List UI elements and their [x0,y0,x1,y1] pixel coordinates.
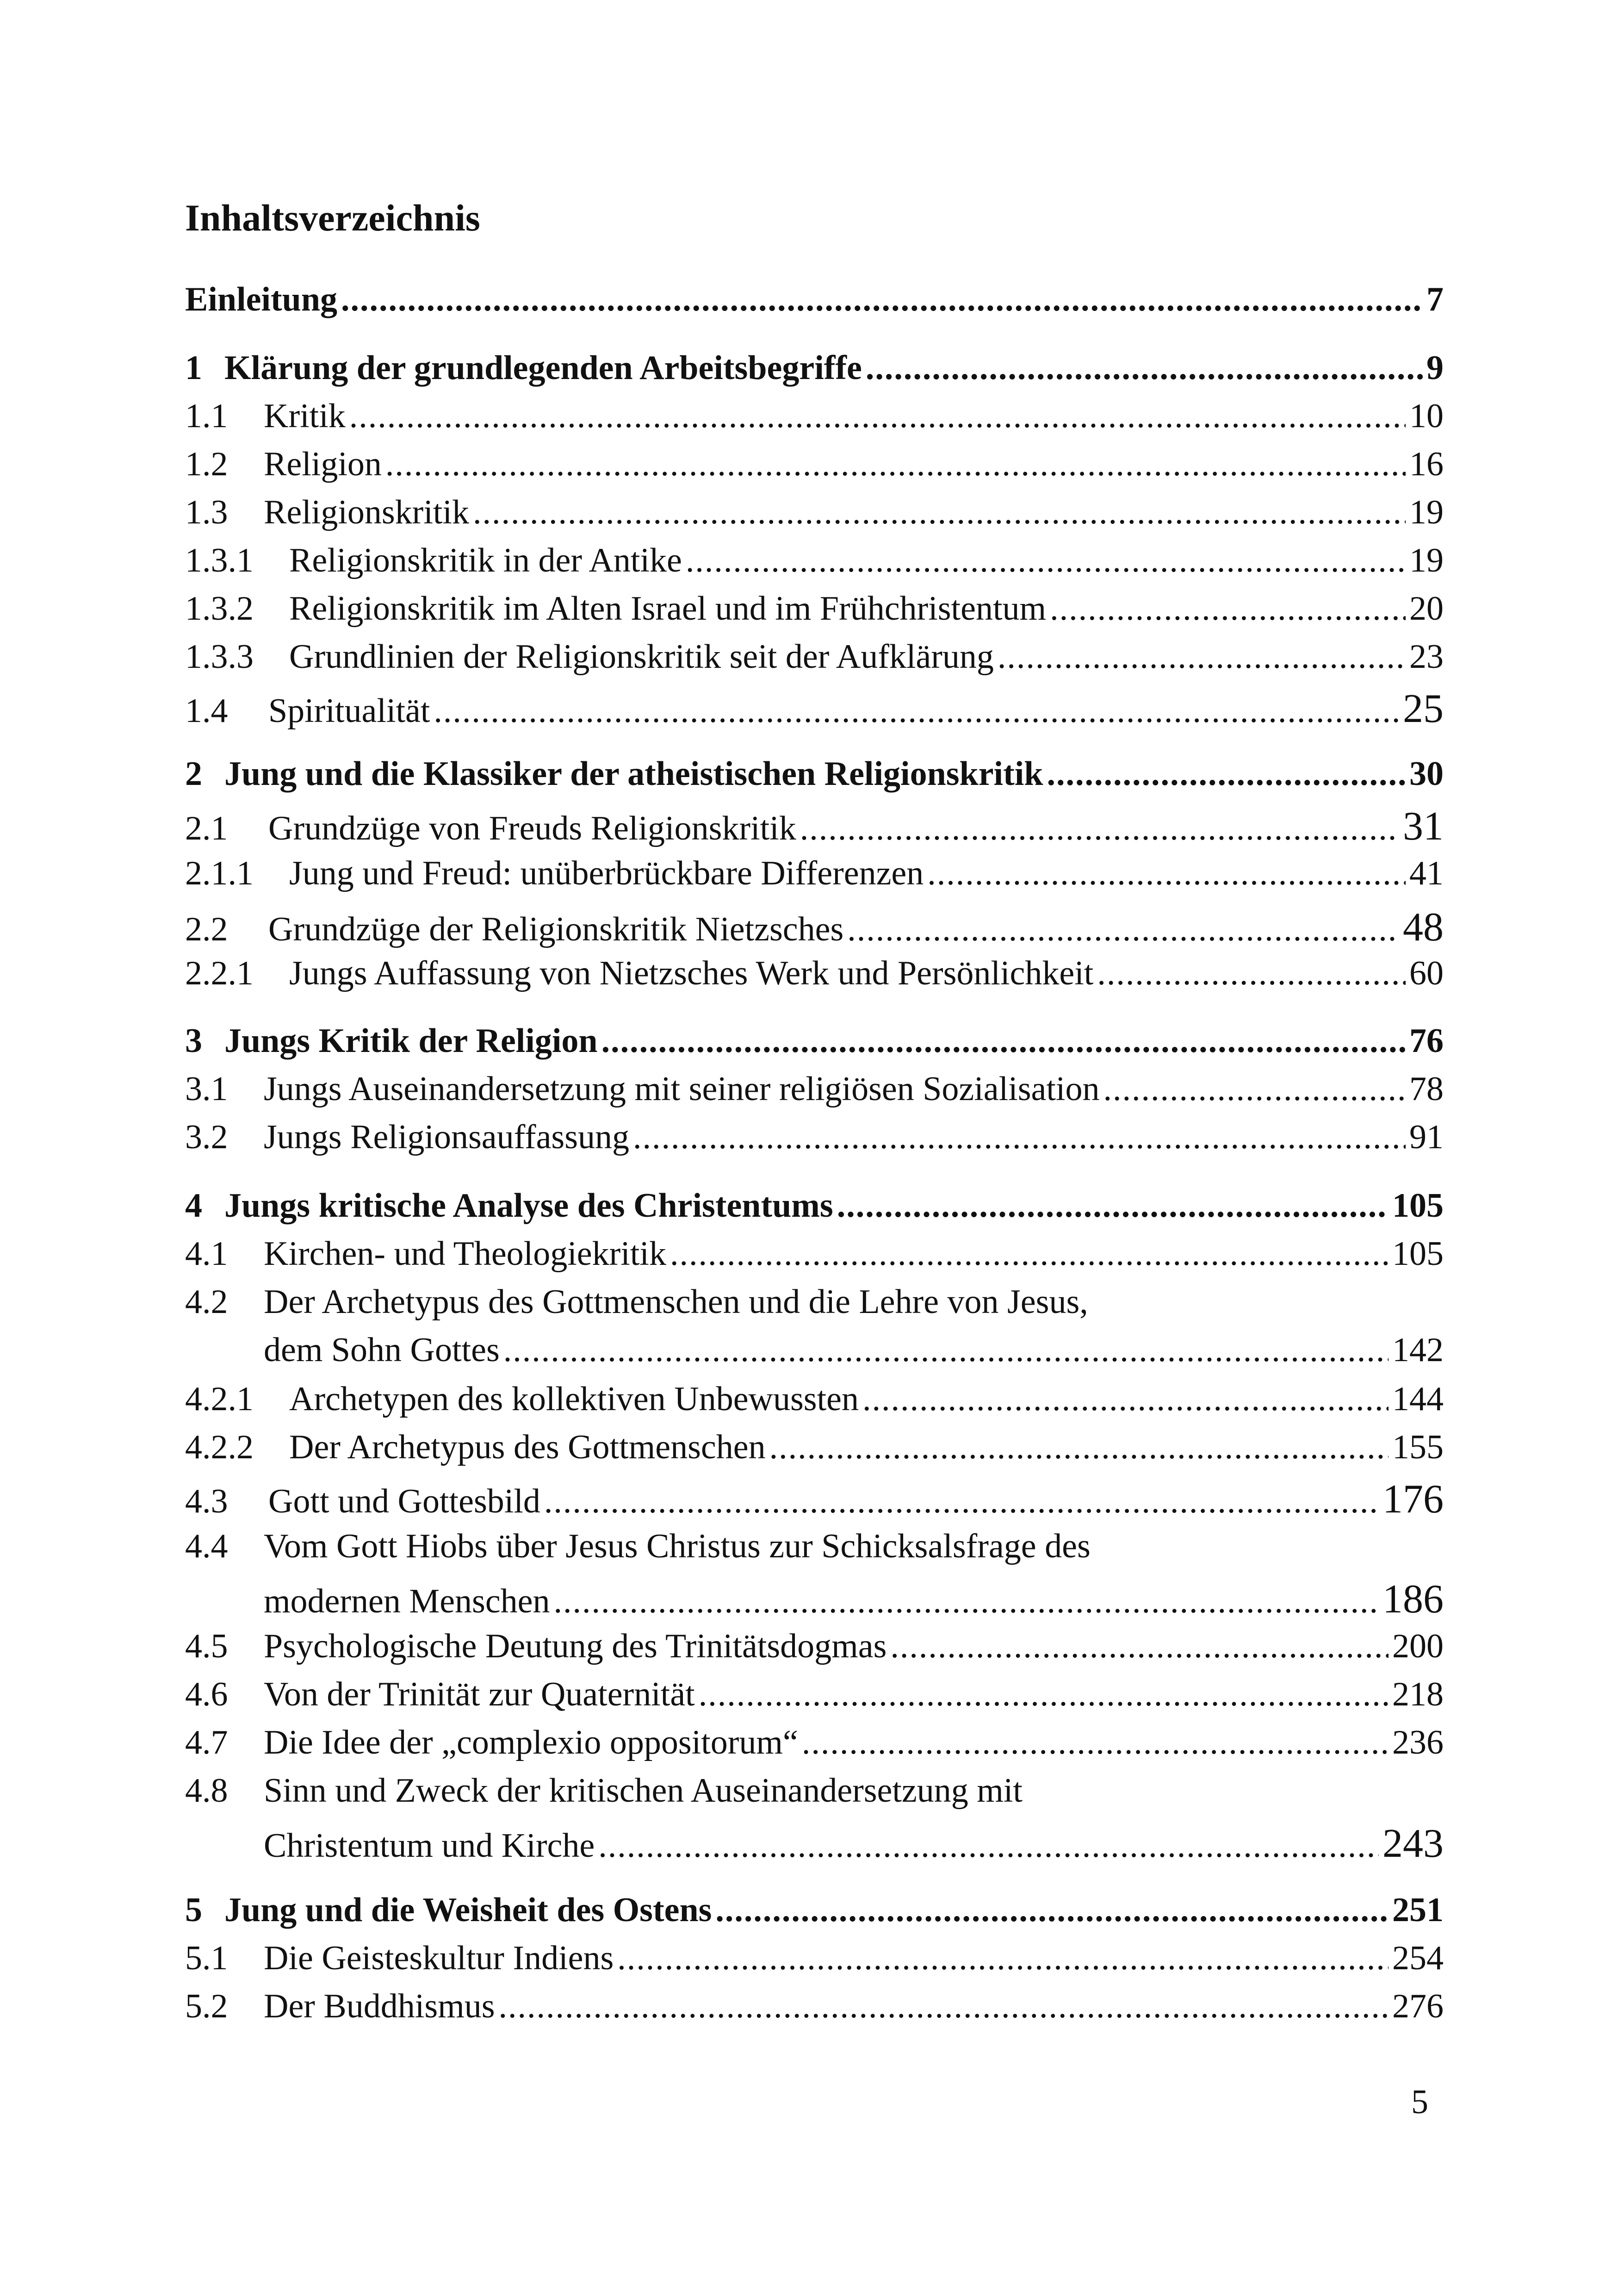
toc-entry-title: Kritik [264,397,346,435]
toc-entry-title: Jungs Auffassung von Nietzsches Werk und Persönlichkeit [289,954,1094,992]
toc-entry-1-1 [185,399,1444,433]
toc-entry-number: 4.4 [185,1527,228,1565]
dot-leader [866,351,1423,385]
toc-entry-chapter-3 [185,1024,1444,1058]
toc-entry-page: 30 [1409,755,1444,793]
toc-entry-1-3-3 [185,640,1444,674]
dot-leader [341,282,1423,317]
toc-entry-chapter-5 [185,1893,1444,1927]
toc-entry-number: 1.3.2 [185,590,254,628]
toc-entry-1-3-1 [185,543,1444,578]
toc-entry-page: 236 [1392,1724,1444,1761]
toc-entry-einleitung [185,282,1444,317]
toc-entry-number: 4.3 [185,1482,228,1520]
toc-entry-4-4-continued [185,1579,1444,1620]
toc-entry-title: Sinn und Zweck der kritischen Auseinandersetzung mit [264,1772,1023,1810]
toc-entry-number: 4.2 [185,1283,228,1321]
toc-entry-page: 7 [1426,280,1444,318]
toc-entry-page: 243 [1382,1821,1444,1866]
dot-leader [1097,956,1406,990]
toc-entry-number: 1.3.1 [185,541,254,579]
toc-entry-4-1 [185,1237,1444,1271]
toc-entry-2-2 [185,907,1444,948]
toc-entry-page: 105 [1392,1187,1444,1225]
toc-entry-number: 3.2 [185,1118,228,1156]
dot-leader [617,1941,1389,1975]
toc-entry-page: 76 [1409,1022,1444,1060]
toc-entry-page: 276 [1392,1987,1444,2025]
toc-entry-title: Psychologische Deutung des Trinitätsdogmas [264,1627,887,1665]
toc-entry-number: 4.2.1 [185,1380,254,1418]
toc-entry-1-3-2 [185,591,1444,626]
dot-leader [769,1430,1389,1464]
toc-entry-number: 2.1 [185,809,228,847]
toc-entry-page: 105 [1392,1235,1444,1273]
toc-entry-number: 1.1 [185,397,228,435]
toc-entry-4-2-continued [185,1333,1444,1367]
dot-leader [499,1989,1389,2023]
toc-entry-page: 144 [1392,1380,1444,1418]
toc-entry-page: 19 [1409,493,1444,531]
toc-entry-chapter-2 [185,757,1444,791]
toc-entry-title: Grundlinien der Religionskritik seit der Aufklärung [289,638,994,676]
toc-entry-number: 5.2 [185,1987,228,2025]
dot-leader [890,1629,1389,1663]
toc-entry-4-8-continued [185,1823,1444,1864]
dot-leader [670,1237,1389,1271]
dot-leader [715,1893,1389,1927]
dot-leader [800,811,1399,846]
dot-leader [1047,757,1406,791]
toc-entry-title: Der Archetypus des Gottmenschen [289,1428,766,1466]
toc-entry-page: 25 [1403,686,1444,731]
toc-entry-3-2 [185,1120,1444,1154]
toc-entry-title: Jungs Religionsauffassung [264,1118,630,1156]
toc-entry-4-6 [185,1677,1444,1711]
toc-entry-4-2-2 [185,1430,1444,1464]
toc-entry-title: Grundzüge von Freuds Religionskritik [268,809,796,847]
toc-entry-page: 142 [1392,1331,1444,1369]
toc-entry-page: 186 [1382,1577,1444,1622]
toc-entry-title: Jungs Auseinandersetzung mit seiner religiösen Sozialisation [264,1070,1100,1108]
dot-leader [503,1333,1389,1367]
toc-entry-title: modernen Menschen [264,1582,550,1620]
toc-entry-page: 176 [1382,1477,1444,1522]
dot-leader [1103,1072,1406,1106]
toc-entry-number: 4.8 [185,1772,228,1810]
toc-entry-4-4 [185,1529,1444,1563]
toc-entry-number: 1.3.3 [185,638,254,676]
toc-entry-number: 4.7 [185,1724,228,1761]
dot-leader [998,640,1406,674]
toc-entry-3-1 [185,1072,1444,1106]
toc-entry-title: Christentum und Kirche [264,1827,595,1865]
dot-leader [349,399,1406,433]
toc-entry-number: 4.1 [185,1235,228,1273]
toc-entry-title: dem Sohn Gottes [264,1331,500,1369]
toc-entry-number: 3.1 [185,1070,228,1108]
dot-leader [802,1725,1389,1760]
toc-entry-title: Jung und die Klassiker der atheistischen Religionskritik [224,755,1043,793]
toc-entry-number: 1.2 [185,445,228,483]
toc-entry-page: 78 [1409,1070,1444,1108]
toc-entry-title: Der Buddhismus [264,1987,495,2025]
toc-entry-title: Gott und Gottesbild [268,1482,540,1520]
page-number: 5 [1411,2083,1428,2121]
toc-entry-page: 218 [1392,1675,1444,1713]
dot-leader [554,1584,1379,1618]
toc-entry-chapter-1 [185,351,1444,385]
toc-entry-page: 19 [1409,541,1444,579]
dot-leader [598,1829,1379,1863]
toc-entry-page: 16 [1409,445,1444,483]
toc-entry-number: 2.2 [185,910,228,948]
toc-entry-5-1 [185,1941,1444,1975]
toc-entry-number: 1.4 [185,692,228,730]
toc-entry-page: 41 [1409,854,1444,892]
toc-heading: Inhaltsverzeichnis [185,197,480,239]
toc-entry-number: 4.6 [185,1675,228,1713]
toc-entry-1-2 [185,447,1444,481]
toc-entry-page: 23 [1409,638,1444,676]
dot-leader [601,1024,1406,1058]
dot-leader [699,1677,1389,1711]
toc-entry-1-3 [185,495,1444,529]
toc-entry-2-2-1 [185,956,1444,990]
toc-entry-page: 9 [1426,349,1444,387]
dot-leader [633,1120,1406,1154]
toc-entry-title: Vom Gott Hiobs über Jesus Christus zur Schicksalsfrage des [264,1527,1091,1565]
toc-entry-4-2 [185,1285,1444,1319]
toc-entry-title: Religionskritik im Alten Israel und im Frühchristentum [289,590,1047,628]
toc-entry-5-2 [185,1989,1444,2023]
toc-entry-title: Von der Trinität zur Quaternität [264,1675,695,1713]
toc-entry-4-2-1 [185,1382,1444,1416]
toc-entry-title: Einleitung [185,280,337,318]
toc-entry-title: Jung und die Weisheit des Ostens [224,1891,712,1929]
toc-entry-number: 5 [185,1891,202,1929]
toc-entry-number: 1.3 [185,493,228,531]
toc-entry-4-3 [185,1479,1444,1520]
toc-entry-title: Der Archetypus des Gottmenschen und die Lehre von Jesus, [264,1283,1088,1321]
toc-entry-title: Die Idee der „complexio oppositorum“ [264,1724,798,1761]
toc-entry-number: 2.2.1 [185,954,254,992]
toc-entry-2-1 [185,806,1444,847]
toc-entry-title: Jungs Kritik der Religion [224,1022,598,1060]
toc-entry-page: 155 [1392,1428,1444,1466]
toc-entry-page: 91 [1409,1118,1444,1156]
toc-entry-title: Die Geisteskultur Indiens [264,1939,614,1977]
dot-leader [686,543,1406,578]
toc-entry-page: 31 [1403,804,1444,849]
toc-entry-page: 10 [1409,397,1444,435]
toc-entry-1-4 [185,686,1444,731]
toc-entry-number: 5.1 [185,1939,228,1977]
toc-entry-page: 20 [1409,590,1444,628]
toc-entry-2-1-1 [185,856,1444,890]
toc-entry-number: 4 [185,1187,202,1225]
toc-entry-4-8 [185,1773,1444,1808]
toc-entry-title: Jungs kritische Analyse des Christentums [224,1187,833,1225]
toc-entry-number: 2 [185,755,202,793]
toc-entry-title: Jung und Freud: unüberbrückbare Differenzen [289,854,924,892]
dot-leader [1050,591,1406,626]
toc-entry-title: Spiritualität [268,692,430,730]
toc-entry-number: 1 [185,349,202,387]
dot-leader [385,447,1406,481]
toc-entry-page: 200 [1392,1627,1444,1665]
dot-leader [927,856,1406,890]
dot-leader [473,495,1406,529]
toc-entry-page: 48 [1403,905,1444,950]
toc-entry-number: 4.2.2 [185,1428,254,1466]
dot-leader [544,1484,1379,1518]
toc-entry-chapter-4 [185,1188,1444,1223]
dot-leader [837,1188,1389,1223]
toc-entry-title: Grundzüge der Religionskritik Nietzsches [268,910,844,948]
toc-entry-4-5 [185,1629,1444,1663]
toc-entry-title: Klärung der grundlegenden Arbeitsbegriffe [224,349,862,387]
toc-entry-number: 2.1.1 [185,854,254,892]
dot-leader [847,912,1399,946]
toc-entry-title: Religionskritik [264,493,469,531]
dot-leader [862,1382,1389,1416]
toc-entry-title: Religion [264,445,382,483]
toc-entry-number: 3 [185,1022,202,1060]
toc-entry-4-7 [185,1725,1444,1760]
toc-entry-title: Religionskritik in der Antike [289,541,682,579]
toc-entry-title: Archetypen des kollektiven Unbewussten [289,1380,859,1418]
toc-entry-page: 254 [1392,1939,1444,1977]
dot-leader [434,694,1399,728]
toc-entry-page: 60 [1409,954,1444,992]
toc-entry-number: 4.5 [185,1627,228,1665]
toc-entry-title: Kirchen- und Theologiekritik [264,1235,666,1273]
toc-entry-page: 251 [1392,1891,1444,1929]
